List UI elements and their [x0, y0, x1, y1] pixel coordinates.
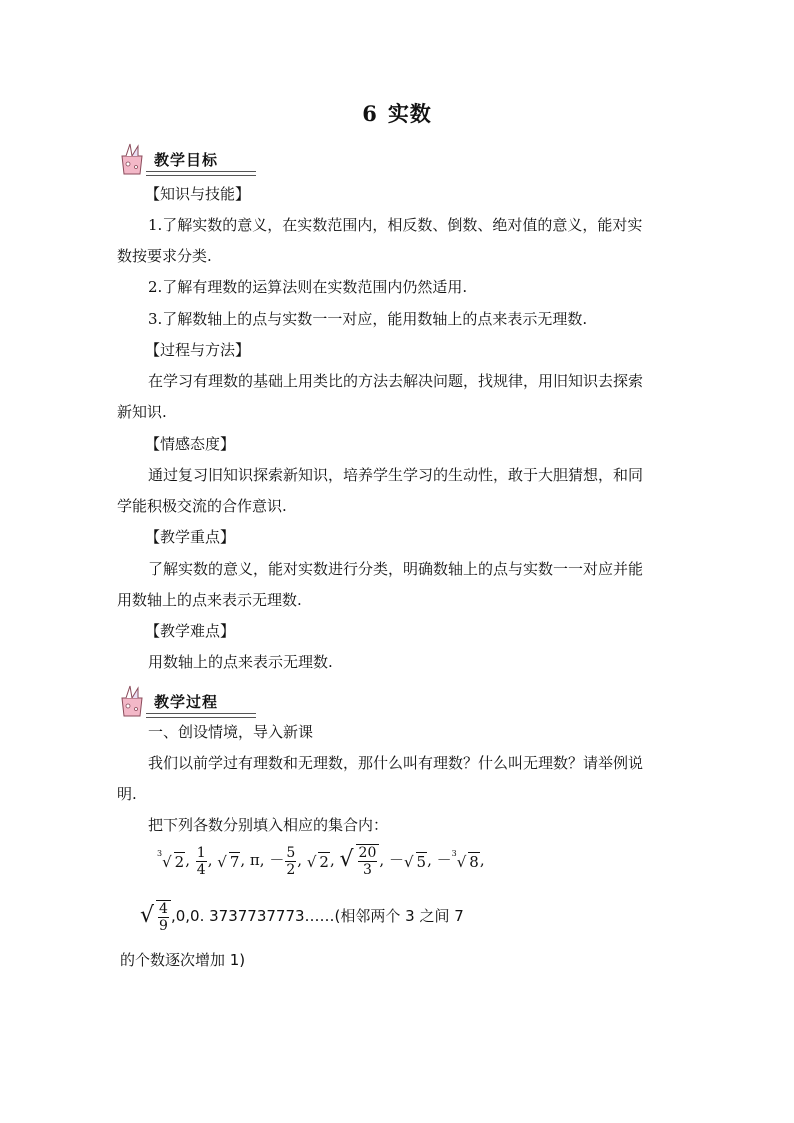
banner-label: 教学过程 — [154, 693, 219, 711]
cube-root-2: $^3$√ 2 — [157, 848, 185, 871]
text-line: 明. — [117, 785, 137, 803]
sqrt-7: √ 7 — [217, 852, 240, 871]
text-line: 新知识. — [117, 403, 167, 421]
text-line: 【教学难点】 — [145, 622, 236, 640]
text-line: 通过复习旧知识探索新知识，培养学生学习的生动性，敢于大胆猜想，和同 — [148, 466, 644, 484]
page-title — [0, 98, 794, 128]
text-line: 学能积极交流的合作意识. — [117, 497, 287, 515]
title-number: 6 — [362, 101, 378, 126]
banner-underline — [146, 171, 256, 176]
cube-root-8: $^3$√ 8 — [451, 848, 479, 871]
banner-underline — [146, 713, 256, 718]
text-line: 3.了解数轴上的点与实数一一对应，能用数轴上的点来表示无理数. — [148, 310, 588, 328]
text-line: 2.了解有理数的运算法则在实数范围内仍然适用. — [148, 278, 468, 296]
text-line: 数按要求分类. — [117, 247, 212, 265]
text-line: 了解实数的意义，能对实数进行分类，明确数轴上的点与实数一一对应并能 — [148, 560, 644, 578]
fraction-5-2: $\frac{5}{2}$ — [286, 844, 296, 878]
sqrt-5: √ 5 — [403, 852, 427, 871]
text-line: 一、创设情境，导入新课 — [148, 723, 314, 741]
number-list-row-3: 的个数逐次增加 1) — [120, 951, 246, 969]
text-line: 【过程与方法】 — [145, 341, 251, 359]
title-text: 实数 — [387, 101, 432, 126]
section-banner-goals — [116, 142, 258, 178]
number-list-row-2 — [140, 900, 464, 934]
sqrt-2: √ 2 — [306, 852, 329, 871]
text-line: 1.了解实数的意义，在实数范围内，相反数、倒数、绝对值的意义，能对实 — [148, 216, 643, 234]
sqrt-4-9: √ $\frac{4}{9}$ — [140, 900, 171, 934]
number-list-row-1: $^3$√ 2, $\frac{1}{4}$ , √ 7, π, － $\frac{5}{2}$ , √ 2, √ $\frac{20}{3}$ , －√ 5, －$^3$√ 8, — [157, 844, 485, 878]
text-line: 【教学重点】 — [145, 528, 236, 546]
text-line: 用数轴上的点来表示无理数. — [117, 591, 302, 609]
pi-symbol: π — [249, 851, 260, 869]
text-line: 【情感态度】 — [145, 435, 236, 453]
sqrt-20-3: √ $\frac{20}{3}$ — [340, 844, 380, 878]
text-line: 用数轴上的点来表示无理数. — [148, 653, 333, 671]
fraction-1-4: $\frac{1}{4}$ — [196, 844, 206, 878]
section-banner-process — [116, 684, 258, 720]
text-line: 把下列各数分别填入相应的集合内： — [148, 816, 389, 834]
text-line: 在学习有理数的基础上用类比的方法去解决问题，找规律，用旧知识去探索 — [148, 372, 644, 390]
banner-label: 教学目标 — [154, 151, 219, 169]
number-list-tail: ,0,0. 3737737773……(相邻两个 3 之间 7 — [170, 907, 464, 925]
text-line: 【知识与技能】 — [145, 185, 251, 203]
text-line: 我们以前学过有理数和无理数，那什么叫有理数？什么叫无理数？请举例说 — [148, 754, 644, 772]
